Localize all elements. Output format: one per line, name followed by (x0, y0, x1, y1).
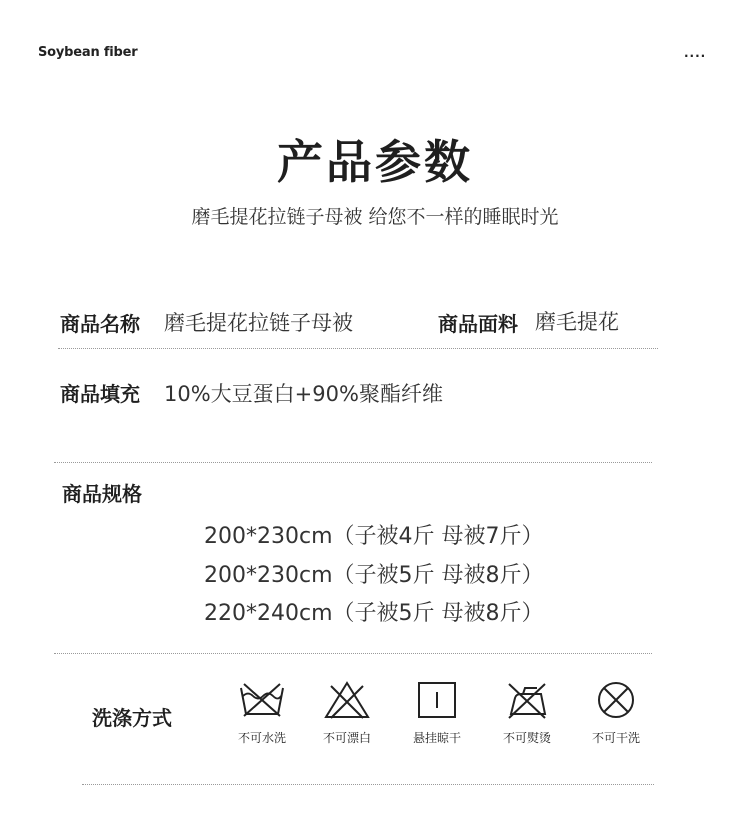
more-menu-icon[interactable]: .... (684, 46, 707, 60)
product-name-value: 磨毛提花拉链子母被 (164, 311, 353, 335)
washing-label: 洗涤方式 (92, 706, 172, 730)
care-item (397, 680, 477, 746)
spec-line: 200*230cm（子被4斤 母被7斤） (204, 524, 544, 549)
no-dry-clean-icon (592, 680, 640, 720)
care-caption: 不可水洗 (237, 731, 286, 745)
product-name-label: 商品名称 (60, 312, 140, 336)
care-caption: 不可干洗 (591, 731, 640, 745)
spec-line: 200*230cm（子被5斤 母被8斤） (204, 563, 544, 588)
care-caption: 悬挂晾干 (412, 731, 461, 745)
spec-line: 220*240cm（子被5斤 母被8斤） (204, 601, 544, 626)
care-item (487, 680, 567, 746)
care-caption: 不可熨烫 (502, 731, 551, 745)
no-bleach-icon (323, 680, 371, 720)
care-caption: 不可漂白 (322, 731, 371, 745)
product-filling-value: 10%大豆蛋白+90%聚酯纤维 (164, 382, 443, 406)
care-item (307, 680, 387, 746)
divider (54, 653, 652, 654)
care-item (222, 680, 302, 746)
divider (58, 348, 658, 349)
product-spec-label: 商品规格 (62, 482, 142, 506)
care-item (576, 680, 656, 746)
product-fabric-label: 商品面料 (438, 312, 518, 336)
no-hand-wash-icon (238, 680, 286, 720)
product-filling-label: 商品填充 (60, 382, 140, 406)
hang-dry-icon (413, 680, 461, 720)
brand-name: Soybean fiber (38, 45, 138, 60)
no-iron-icon (503, 680, 551, 720)
divider (54, 462, 652, 463)
product-fabric-value: 磨毛提花 (535, 310, 619, 334)
page-title: 产品参数 (277, 135, 473, 189)
page-subtitle: 磨毛提花拉链子母被 给您不一样的睡眠时光 (191, 206, 559, 228)
divider (82, 784, 654, 785)
